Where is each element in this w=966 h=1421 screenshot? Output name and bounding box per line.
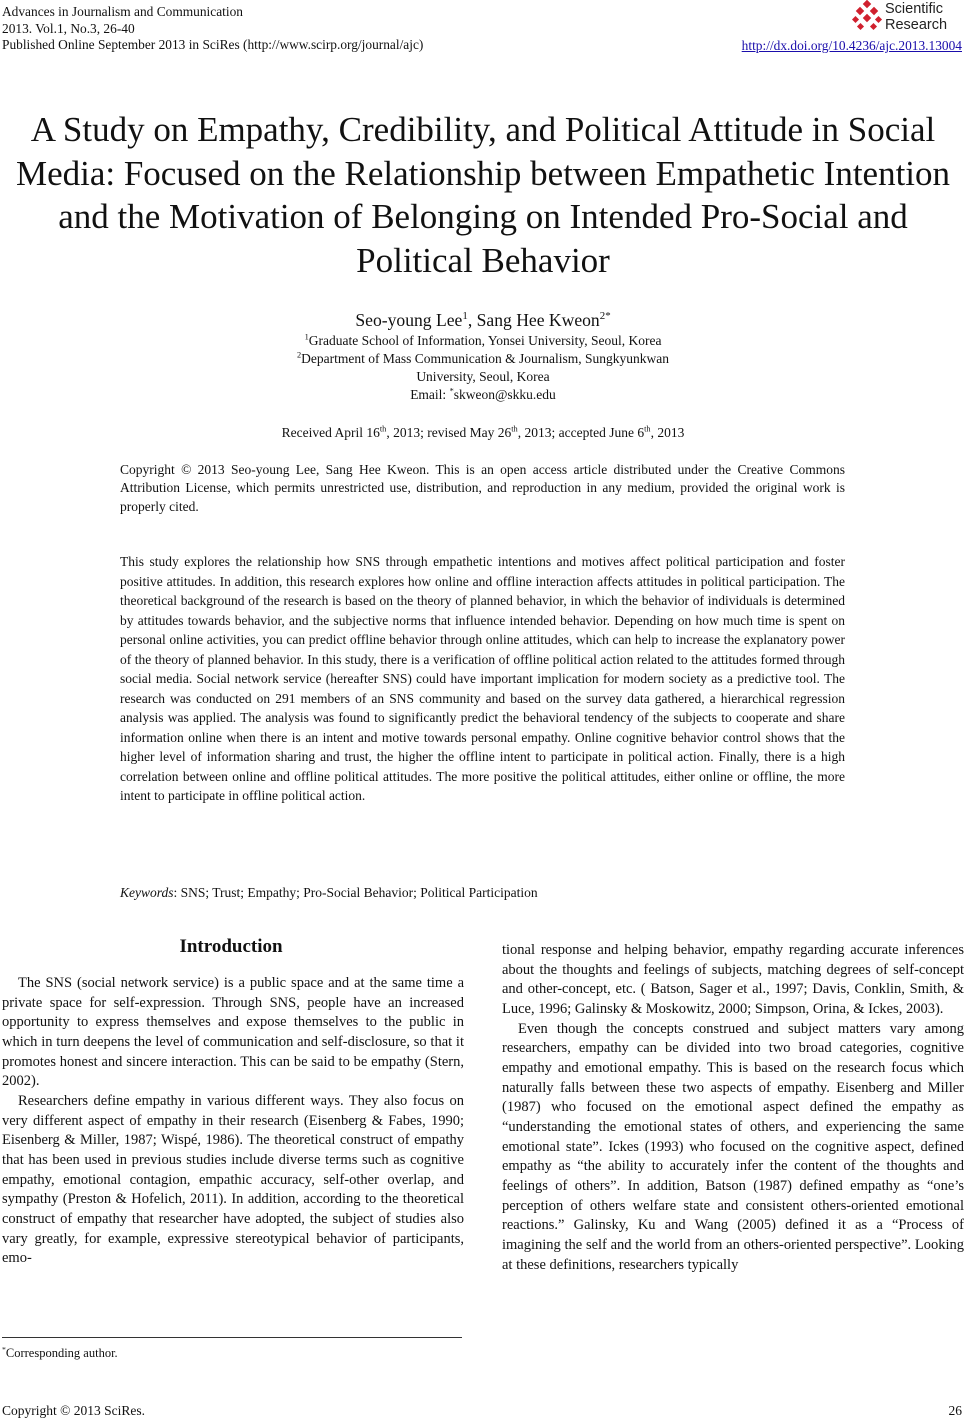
author-2-sup: 2* (599, 310, 611, 323)
logo-line2: Research (885, 17, 948, 33)
page-number: 26 (948, 1403, 962, 1418)
published-line: Published Online September 2013 in SciRes (http://www.scirp.org/journal/ajc) (2, 37, 424, 52)
affiliation-1: Graduate School of Information, Yonsei University, Seoul, Korea (308, 333, 662, 348)
section-heading-introduction: Introduction (179, 936, 283, 957)
author-2: Sang Hee Kweon (476, 310, 600, 330)
logo-mark-icon (852, 0, 884, 34)
email-sup: * (449, 386, 454, 396)
affiliation-2b: University, Seoul, Korea (416, 369, 550, 384)
right-column (502, 941, 964, 1275)
accepted-sup: th (644, 424, 651, 434)
copyright-notice: Copyright © 2013 Seo-young Lee, Sang Hee Kweon. This is an open access article distributed under the Creative Commons Attribution License, which permits unrestricted use, distribution, and reproduction in any medium, provided the original work is properly cited. (120, 462, 845, 514)
keywords (120, 885, 845, 901)
authors-line (0, 310, 966, 331)
paragraph: Researchers define empathy in various different ways. They also focus on very different aspect of empathy in their research (Eisenberg & Fabes, 1990; Eisenberg & Miller, 1987; Wispé, 1986). The theoretical construct of empathy that has been used in previous studies include diverse terms such as cognitive empathy, emotional contagion, empathic accuracy, self-other overlap, and sympathy (Preston & Hofelich, 2011). In addition, according to the theoretical construct of empathy that researcher have adopted, the subject of studies also vary greatly, for example, expressive stereotypical behavior of participants, emo- (2, 1092, 464, 1267)
keywords-text: : SNS; Trust; Empathy; Pro-Social Behavior; Political Participation (173, 885, 538, 900)
scientific-research-logo (852, 0, 962, 36)
email-address[interactable]: skweon@skku.edu (453, 387, 556, 402)
author-sep: , (467, 310, 477, 330)
left-column (2, 974, 464, 1269)
footnote-sup: * (2, 1344, 6, 1354)
affiliation-2: Department of Mass Communication & Journalism, Sungkyunkwan (301, 351, 670, 366)
aff1-sup: 1 (304, 332, 309, 342)
revised-sup: th (511, 424, 518, 434)
paragraph: Even though the concepts construed and subject matters vary among researchers, empathy can be divided into two broad categories, cognitive empathy and emotional empathy. This is based on the research focus which naturally falls between these two aspects of empathy. Eisenberg and Miller (1987) who focused on the emotional aspect defined the empathy as “understanding the emotional states of others, and experiencing the same emotional state”. Ickes (1993) who focused on the cognitive aspect, defined empathy as “the ability to accurately infer the content of the thoughts and feelings of others”. In addition, Batson (1987) defined empathy as “one’s perception of others welfare state and consistent others-oriented emotional reactions.” Galinsky, Ku and Wang (2005) defined it as a “Process of imagining the self and the world from an others-oriented perspective”. Looking at these definitions, researchers typically (502, 1020, 964, 1273)
journal-header (2, 4, 423, 54)
author-1: Seo-young Lee (355, 310, 463, 330)
paragraph: The SNS (social network service) is a public space and at the same time a private space for self-expression. Through SNS, people have an increased opportunity to express themselves and expose themselves to the public in which in turn deepens the level of communication and self-disclosure, so that it promotes honest and sincere interaction. This can be said to be empathy (Stern, 2002). (2, 975, 464, 1090)
revised-part: , 2013; revised May 26 (386, 425, 512, 440)
accepted-year: , 2013 (650, 425, 685, 440)
logo-text (885, 1, 947, 33)
aff2-sup: 2 (296, 350, 302, 360)
paper-title: A Study on Empathy, Credibility, and Political Attitude in Social Media: Focused on the Relationship between Empathetic Intention and the Motivation of Belonging on Intended Pro-Social and Political Behavior (15, 110, 951, 280)
footer-copyright: Copyright © 2013 SciRes. (2, 1403, 146, 1418)
accepted-part: , 2013; accepted June 6 (517, 425, 645, 440)
journal-name: Advances in Journalism and Communication (2, 4, 243, 19)
received-dates (0, 425, 966, 441)
received-part: Received April 16 (281, 425, 380, 440)
abstract: This study explores the relationship how SNS through empathetic intentions and motives affect political participation and foster positive attitudes. In addition, this research explores how online and offline interaction affects attitudes in political participation. The theoretical background of the research is based on the theory of planned behavior, in which the behavior of individuals is determined by attitudes towards behavior, and the subjective norms that influence intended behavior. Depending on how much time is spent on personal online activities, you can predict offline behavior through online attitudes, which can help to increase the explanatory power of the theory of planned behavior. In this study, there is a verification of offline political action related to the attitudes formed through social media. Social network service (hereafter SNS) could have important implication for modern society as a predictive tool. The research was conducted on 291 members of an SNS community and based on the survey data gathered, a hierarchical regression analysis was applied. The analysis was found to significantly predict the behavioral tendency of the subjects to cooperate and share information online when there is an intent and motive towards personal empathy. Online cognitive behavior control shows that the higher level of information sharing and trust, the higher the offline intent to participate in political action. Finally, there is a high correlation between online and offline political attitudes. The more positive the political attitudes, either online or offline, the more intent to participate in offline political action. (120, 554, 845, 803)
paragraph: tional response and helping behavior, empathy regarding accurate inferences about the thoughts and feelings of subjects, matching degrees of self-concept and other-concept, etc. ( Batson, Sager et al., 1997; Davis, Conklin, Smith, & Luce, 1996; Galinsky & Moskowitz, 2000; Simpson, Orina, & Ickes, 2003). (502, 942, 964, 1017)
email-label: Email: (410, 387, 450, 402)
footnote (2, 1346, 118, 1361)
journal-volume: 2013. Vol.1, No.3, 26-40 (2, 20, 135, 36)
footnote-divider (2, 1337, 462, 1338)
footnote-text: Corresponding author. (5, 1346, 118, 1360)
author-1-sup: 1 (462, 310, 468, 323)
doi-link[interactable]: http://dx.doi.org/10.4236/ajc.2013.13004 (741, 38, 962, 53)
affiliations (0, 332, 966, 404)
logo-line1: Scientific (885, 1, 944, 17)
keywords-label: Keywords (120, 885, 174, 900)
received-sup: th (379, 424, 387, 434)
